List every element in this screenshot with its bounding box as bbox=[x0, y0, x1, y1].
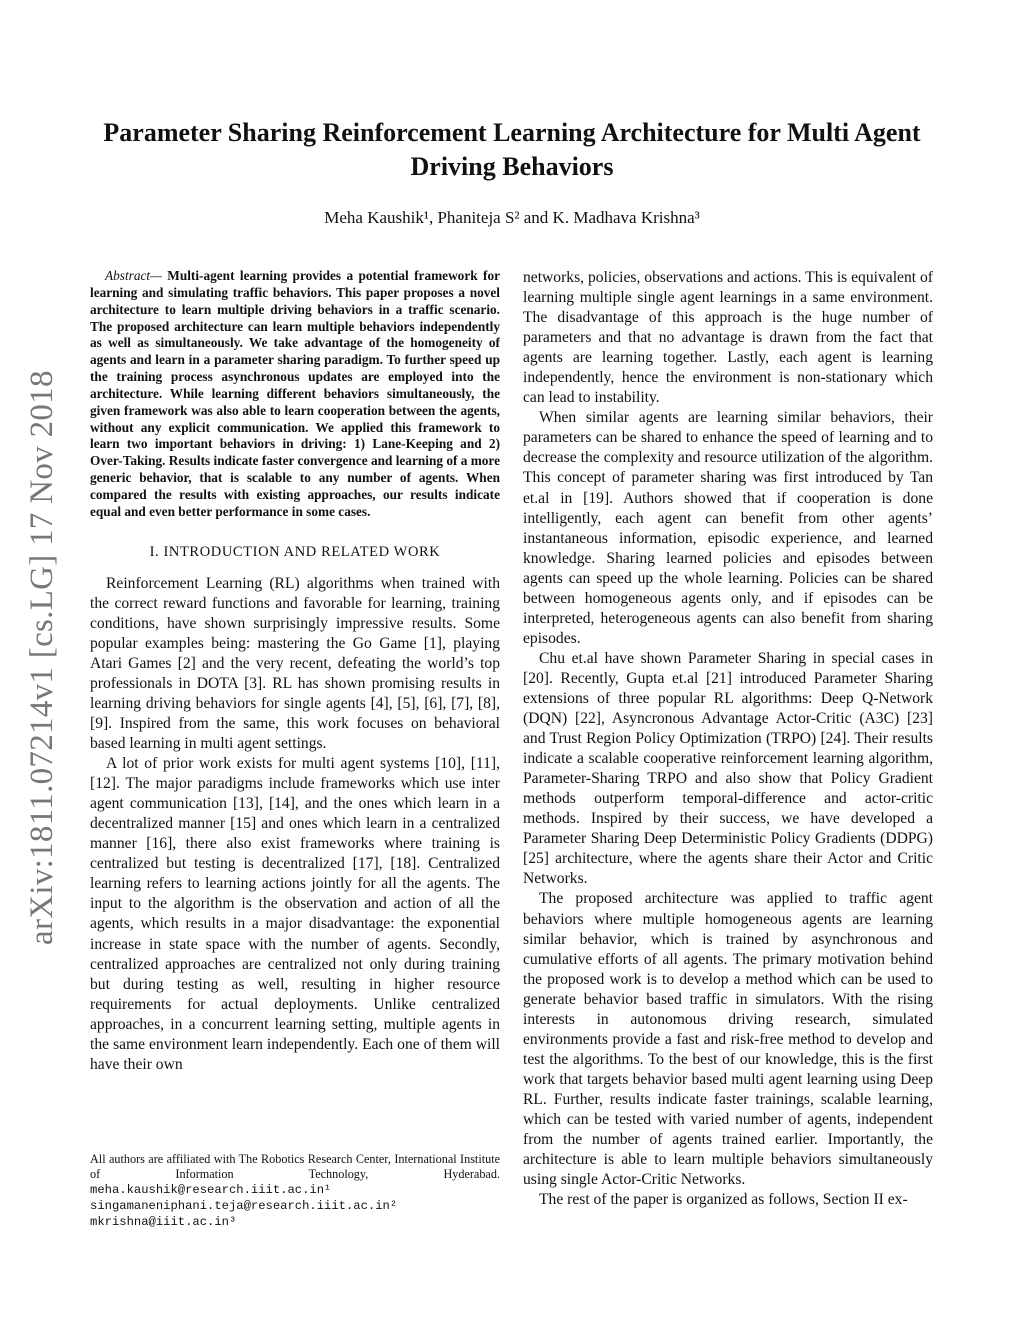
right-column bbox=[523, 268, 933, 1210]
email-link-1[interactable]: meha.kaushik@research.iiit.ac.in¹ bbox=[90, 1183, 332, 1197]
affiliation-footnote bbox=[90, 1152, 500, 1230]
abstract-lead: Abstract— bbox=[105, 268, 162, 283]
email-link-3[interactable]: mkrishna@iiit.ac.in³ bbox=[90, 1215, 237, 1229]
footnote-text: All authors are affiliated with The Robotics Research Center, International Institute of Information Technology, Hyderabad. bbox=[90, 1152, 500, 1181]
left-paragraph-2: A lot of prior work exists for multi agent systems [10], [11], [12]. The major paradigms include frameworks which use inter agent communication [13], [14], and the ones which learn in a decentralized manner [15] and ones which learn in a centralized manner [16], there also exist frameworks where training is centralized but testing is decentralized [17], [18]. Centralized learning refers to learning actions jointly for all the agents. The input to the algorithm is the observation and action of all the agents, which results in a major disadvantage: the exponential increase in state space with the number of agents. Secondly, centralized approaches are centralized not only during training but during testing as well, resulting in higher resource requirements for actual deployments. Unlike centralized approaches, in a concurrent learning setting, multiple agents in the same environment learn independently. Each one of them will have their own bbox=[90, 755, 500, 1073]
arxiv-identifier: arXiv:1811.07214v1 [cs.LG] 17 Nov 2018 bbox=[24, 370, 60, 945]
right-paragraph-4: The proposed architecture was applied to traffic agent behaviors where multiple homogeneous agents are learning similar behavior, which is trained by asynchronous and cumulative efforts of all agents. The primary motivation behind the proposed work is to develop a method which can be used to generate behavior based traffic in simulators. With the rising interests in autonomous driving research, simulated environments provide a fast and risk-free method to develop and test the algorithms. To the best of our knowledge, this is the first work that targets behavior based multi agent learning using Deep RL. Further, results indicate faster trainings, scalable learning, which can be tested with varied number of agents, independent from the number of agents trained earlier. Importantly, the architecture is able to learn multiple behaviors simultaneously using single Actor-Critic Networks. bbox=[523, 890, 933, 1189]
left-column bbox=[90, 268, 500, 1075]
section-heading: I. INTRODUCTION AND RELATED WORK bbox=[149, 543, 441, 560]
right-paragraph-1: networks, policies, observations and actions. This is equivalent of learning multiple single agent learnings in a same environment. The disadvantage of this approach is the huge number of parameters and that no advantage is drawn from the fact that agents are learning together. Lastly, each agent is learning independently, hence the environment is non-stationary which can lead to instability. bbox=[523, 269, 933, 407]
email-link-2[interactable]: singamaneniphani.teja@research.iiit.ac.in² bbox=[90, 1199, 398, 1213]
abstract bbox=[90, 268, 500, 521]
right-paragraph-2: When similar agents are learning similar behaviors, their parameters can be shared to enhance the speed of learning and to decrease the complexity and resource utilization of the algorithm. This concept of parameter sharing was first introduced by Tan et.al in [19]. Authors showed that if cooperation is done intelligently, each agent can benefit from other agents’ instantaneous information, episodic experience, and learned knowledge. Sharing learned policies and episodes between agents can speed up the whole learning. Policies can be shared between homogeneous agents only, and if episodes can be interpreted, heterogeneous agents can also benefit from sharing episodes. bbox=[523, 409, 933, 647]
right-paragraph-5: The rest of the paper is organized as follows, Section II ex- bbox=[539, 1191, 908, 1209]
author-list: Meha Kaushik¹, Phaniteja S² and K. Madhava Krishna³ bbox=[324, 208, 700, 227]
right-paragraph-3: Chu et.al have shown Parameter Sharing in special cases in [20]. Recently, Gupta et.al [21] introduced Parameter Sharing extensions of three popular RL algorithms: Deep Q-Network (DQN) [22], Asyncronous Advantage Actor-Critic (A3C) [23] and Trust Region Policy Optimization (TRPO) [24]. Their results indicate a scalable cooperative reinforcement learning algorithm, Parameter-Sharing TRPO and also show that Policy Gradient methods outperform temporal-difference and actor-critic methods. Inspired by their success, we have developed a Parameter Sharing Deep Deterministic Policy Gradients (DDPG) [25] architecture, where the agents share their Actor and Critic Networks. bbox=[523, 649, 933, 888]
paper-title: Parameter Sharing Reinforcement Learning Architecture for Multi Agent Driving Behaviors bbox=[103, 118, 921, 181]
left-paragraph-1: Reinforcement Learning (RL) algorithms when trained with the correct reward functions and favorable for learning, training conditions, have shown surprisingly impressive results. Some popular examples being: mastering the Go Game [1], playing Atari Games [2] and the very recent, defeating the world’s top professionals in DOTA [3]. RL has shown promising results in learning driving behaviors for single agents [4], [5], [6], [7], [8], [9]. Inspired from the same, this work focuses on behavioral based learning in multi agent settings. bbox=[90, 574, 500, 753]
abstract-text: Multi-agent learning provides a potential framework for learning and simulating traffic behaviors. This paper proposes a novel architecture to learn multiple driving behaviors in a traffic scenario. The proposed architecture can learn multiple behaviors independently as well as simultaneously. We take advantage of the homogeneity of agents and learn in a parameter sharing paradigm. To further speed up the training process asynchronous updates are employed into the architecture. While learning different behaviors simultaneously, the given framework was also able to learn cooperation between the agents, without any explicit communication. We applied this framework to learn two important behaviors in driving: 1) Lane-Keeping and 2) Over-Taking. Results indicate faster convergence and learning of a more generic behavior, that is scalable to any number of agents. When compared the results with existing approaches, our results indicate equal and even better performance in some cases. bbox=[90, 268, 500, 519]
